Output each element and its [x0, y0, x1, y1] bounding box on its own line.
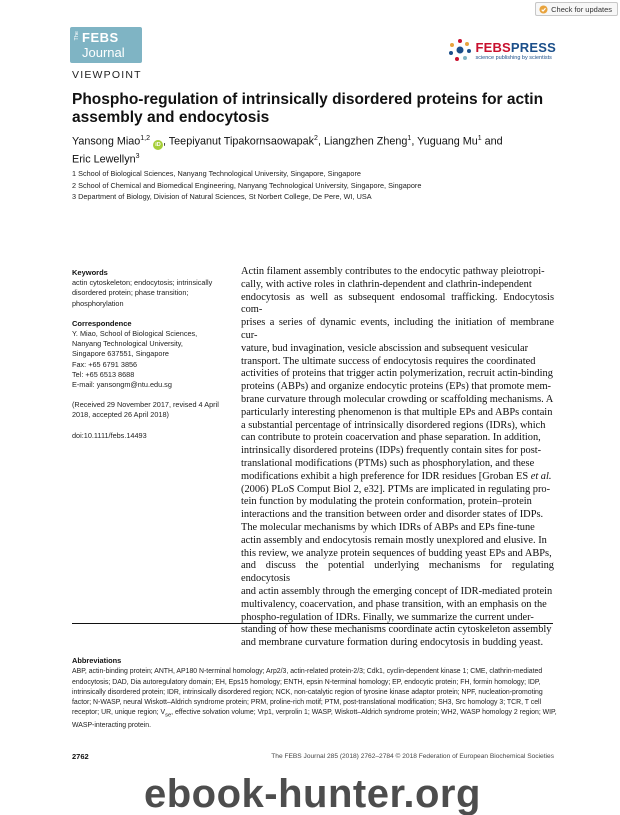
- author-name: Yuguang Mu: [417, 135, 478, 148]
- correspondence-heading: Correspondence: [72, 318, 132, 328]
- abstract-italic: et al.: [530, 470, 552, 482]
- author-affil-sup: 1: [407, 135, 412, 142]
- author-name: Eric Lewellyn: [72, 153, 136, 166]
- page-number: 2762: [72, 752, 89, 761]
- author-name: Yansong Miao: [72, 135, 141, 148]
- watermark-text: ebook-hunter.org: [144, 772, 481, 815]
- febs-press-name: [475, 40, 556, 55]
- press-name-blue: PRESS: [510, 39, 556, 55]
- journal-logo-the: The: [74, 31, 80, 41]
- correspondence-block: [72, 319, 232, 390]
- affiliation-item: 1 School of Biological Sciences, Nanyang Technological University, Singapore, Singapore: [72, 169, 361, 178]
- author-affil-sup: 1: [477, 135, 482, 142]
- febs-press-tagline: science publishing by scientists: [475, 54, 552, 61]
- keywords-block: [72, 268, 232, 309]
- abbreviations-heading: Abbreviations: [72, 656, 122, 665]
- abbreviations-text: ABP, actin-binding protein; ANTH, AP180 N-terminal homology; Arp2/3, actin-related protein-2/3; Cdk1, cyclin-dependent kinase 1; CME, clathrin-mediated endocytosis; DAD, Dia autoregulatory domain; EH, Eps15 homology; ENTH, epsin N-terminal homology; EP, endocytic protein; FH, formin homology; IDP, intrinsically disordered protein; IDR, intrinsically disordered region; NCK, non-catalytic region of tyrosine kinase adaptor protein; NPF, nucleation-promoting factor; N-WASP, neural Wiskott–Aldrich syndrome protein; PRM, proline-rich motif; PTM, post-translational modification; SH3, Src homology 3; TCR, T cell receptor; UR, unique region; $V_{se}$, effective solvation volume; Vrp1, verprolin 1; WASP, Wiskott–Aldrich syndrome protein; WH2, WASP homology 2 region; WIP, WASP-interacting protein.: [72, 668, 557, 730]
- author-list: Yansong Miao$^{1,2}$ iD , Teepiyanut Tipakornsaowapak$^2$, Liangzhen Zheng$^1$, Yuguang Mu$^1$ and Eric Lewellyn$^3$: [72, 135, 503, 166]
- abstract-text-part2: (2006) PLoS Comput Biol 2, e32]. PTMs are implicated in regulating pro- tein function by modulating the protein conformation, protein–protein interactions and the transition between order and disorder states of IDPs. The molecular mechanisms by which IDRs of ABPs and EPs fine-tune actin assembly and endocytosis remain mostly unexplored and elusive. In this review, we analyze protein sequences of budding yeast EPs and ABPs, and discuss the potential underlying mechanisms for regulating endocytosis and actin assembly through the emerging concept of IDR-mediated protein multivalency, coacervation, and phase transition, with an emphasis on the phospho-regulation of IDRs. Finally, we summarize the current under- standing of how these mechanisms coordinate actin cytoskeleton assembly and membrane curvature formation during endocytosis in budding yeast.: [241, 483, 554, 649]
- abstract-paragraph: [241, 266, 554, 650]
- abbreviation-subscript: se: [165, 712, 172, 719]
- check-for-updates-button[interactable]: [535, 2, 618, 16]
- author-affil-sup: 3: [135, 152, 140, 160]
- affiliation-item: 2 School of Chemical and Biomedical Engineering, Nanyang Technological University, Singapore, Singapore: [72, 180, 422, 190]
- journal-logo-febs: FEBS: [82, 30, 119, 45]
- article-sidebar: [72, 268, 232, 451]
- febs-press-logo: [448, 38, 556, 62]
- keywords-text: actin cytoskeleton; endocytosis; intrinsically disordered protein; phase transition; phosphorylation: [72, 278, 213, 308]
- correspondence-line: Fax: +65 6791 3856: [72, 359, 138, 369]
- press-name-red: FEBS: [475, 39, 511, 55]
- journal-citation-footer: The FEBS Journal 285 (2018) 2762–2784 © 2018 Federation of European Biochemical Societies: [271, 753, 554, 760]
- correspondence-line: Tel: +65 6513 8688: [72, 369, 135, 379]
- check-updates-icon: [539, 5, 548, 14]
- section-divider: [72, 623, 553, 624]
- author-name: Liangzhen Zheng: [323, 135, 408, 148]
- article-title: Phospho-regulation of intrinsically disordered proteins for actin assembly and endocytosis: [72, 91, 544, 126]
- received-dates: (Received 29 November 2017, revised 4 April 2018, accepted 26 April 2018): [72, 400, 219, 420]
- correspondence-email[interactable]: E-mail: yansongm@ntu.edu.sg: [72, 380, 172, 390]
- correspondence-line: Singapore 637551, Singapore: [72, 349, 169, 359]
- article-section-label: VIEWPOINT: [72, 69, 142, 81]
- check-updates-label: Check for updates: [551, 4, 612, 14]
- abbreviations-block: [72, 656, 557, 731]
- correspondence-line: Nanyang Technological University,: [72, 339, 183, 349]
- febs-press-emblem-icon: [448, 38, 472, 62]
- abstract-text-part1: Actin filament assembly contributes to the endocytic pathway pleiotropi- cally, with active roles in clathrin-dependent and clathrin-independent endocytosis as well as subsequent endosomal trafficking. Endocytosis com- prises a series of dynamic events, including the initiation of membrane cur- vature, bud invagination, vesicle abscission and subsequent vesicular transport. The ultimate success of endocytosis requires the coordinated activities of proteins that trigger actin polymerization, recruit actin-binding proteins (ABPs) and organize endocytic proteins (EPs) that promote mem- brane curvature through molecular crowding or scaffolding mechanisms. A particularly interesting phenomenon is that multiple EPs and ABPs contain a substantial percentage of intrinsically disordered regions (IDRs), which can contribute to protein coacervation and phase separation. In addition, intrinsically disordered proteins (IDPs) frequently contain sites for post- translational modifications (PTMs) such as phosphorylation, and these modifications exhibit a high preference for IDR residues [Groban ES: [241, 266, 554, 482]
- febs-journal-logo: [70, 27, 142, 63]
- correspondence-line: Y. Miao, School of Biological Sciences,: [72, 329, 198, 339]
- orcid-icon[interactable]: iD: [153, 140, 163, 150]
- journal-logo-journal: Journal: [82, 45, 125, 60]
- doi-link[interactable]: doi:10.1111/febs.14493: [72, 430, 147, 440]
- keywords-heading: Keywords: [72, 268, 108, 277]
- author-name: Teepiyanut Tipakornsaowapak: [168, 135, 315, 148]
- abstract: [241, 266, 554, 650]
- affiliations: [72, 168, 552, 203]
- author-affil-sup: 1,2: [140, 135, 150, 142]
- author-affil-sup: 2: [314, 135, 318, 142]
- affiliation-item: 3 Department of Biology, Division of Natural Sciences, St Norbert College, De Pere, WI, USA: [72, 192, 372, 202]
